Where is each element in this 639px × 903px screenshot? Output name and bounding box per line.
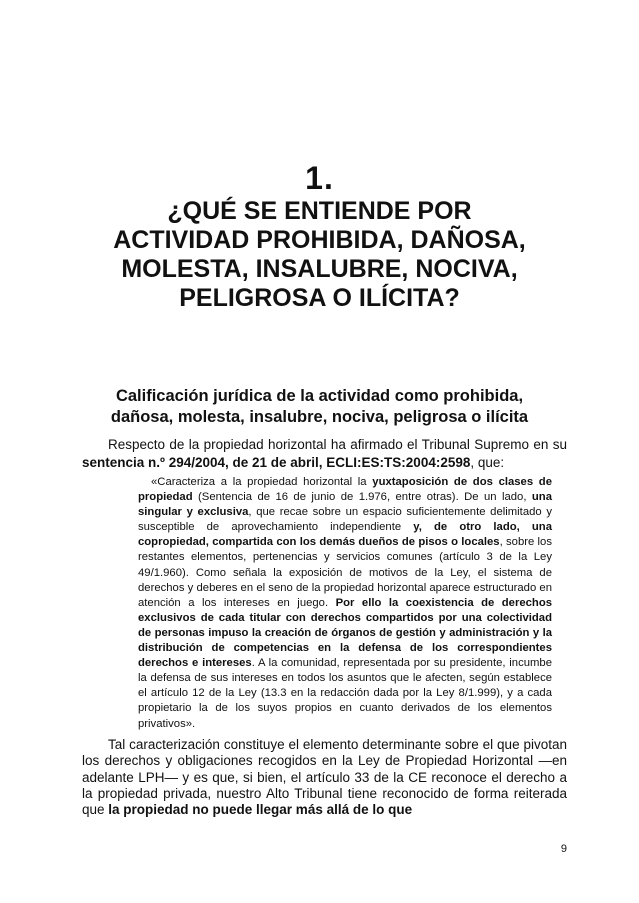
section-heading-line: dañosa, molesta, insalubre, nociva, peligrosa o ilícita (110, 408, 529, 426)
bold-run: la propiedad no puede llegar más allá de lo que (108, 802, 413, 818)
case-citation: sentencia n.º 294/2004, de 21 de abril, ECLI:ES:TS:2004:2598 (82, 455, 471, 470)
text-run: (Sentencia de 16 de junio de 1.976, entre otras). De un lado, (192, 491, 532, 504)
section-heading-line: Calificación jurídica de la actividad como prohibida, (115, 387, 524, 405)
section-heading (85, 386, 554, 428)
chapter-number: 1. (305, 160, 334, 196)
text-run: , que: (470, 455, 505, 470)
text-run: , sobre los restantes elementos, pertenencias y servicios comunes (artículo 3 de la Ley 49/1.960). Como señala la exposición de motivos de la Ley, el sistema de derechos y deberes en el seno de la propiedad horizontal aparece estructurado en atención a los intereses en juego. (138, 536, 552, 609)
text-run: , que recae sobre un espacio suficientemente delimitado y susceptible de aprovechamiento independiente (138, 506, 552, 534)
bold-run: y, de otro lado, una copropiedad, compartida con los demás dueños de pisos o locales (138, 521, 552, 549)
intro-paragraph (82, 436, 567, 472)
bold-run: Por ello la coexistencia de derechos exclusivos de cada titular con derechos compartidos por una colectividad de personas impuso la creación de órganos de gestión y administración y la distribución de competencias en la defensa de los correspondientes derechos e intereses (138, 596, 553, 670)
bold-run: una singular y exclusiva (138, 491, 552, 519)
text-run: «Caracteriza a la propiedad horizontal la (151, 476, 373, 488)
court-quote (138, 475, 552, 732)
text-run: Respecto de la propiedad horizontal ha afirmado el Tribunal Supremo en su (108, 437, 567, 452)
chapter-title (60, 197, 579, 313)
page-number: 9 (560, 843, 567, 855)
chapter-title-line: ¿QUÉ SE ENTIENDE POR (167, 197, 472, 225)
bold-run: yuxtaposición de dos clases de propiedad (138, 476, 552, 504)
chapter-title-line: PELIGROSA O ILÍCITA? (179, 284, 460, 312)
chapter-title-line: ACTIVIDAD PROHIBIDA, DAÑOSA, (113, 226, 526, 254)
text-run: Tal caracterización constituye el elemento determinante sobre el que pivotan los derechos y obligaciones recogidos en la Ley de Propiedad Horizontal —en adelante LPH— y es que, si bien, el artículo 33 de la CE reconoce el derecho a la propiedad privada, nuestro Alto Tribunal tiene reconocido de forma reiterada que (82, 737, 567, 818)
body-paragraph (82, 737, 567, 818)
text-run: . A la comunidad, representada por su presidente, incumbe la defensa de sus intereses en todos los asuntos que le afecten, según establece el artículo 12 de la Ley (13.3 en la redacción dada por la Ley 8/1.999), y a cada propietario la de los suyos propios en cuanto derivados de los elementos privativos». (138, 657, 552, 730)
chapter-title-line: MOLESTA, INSALUBRE, NOCIVA, (121, 255, 518, 283)
